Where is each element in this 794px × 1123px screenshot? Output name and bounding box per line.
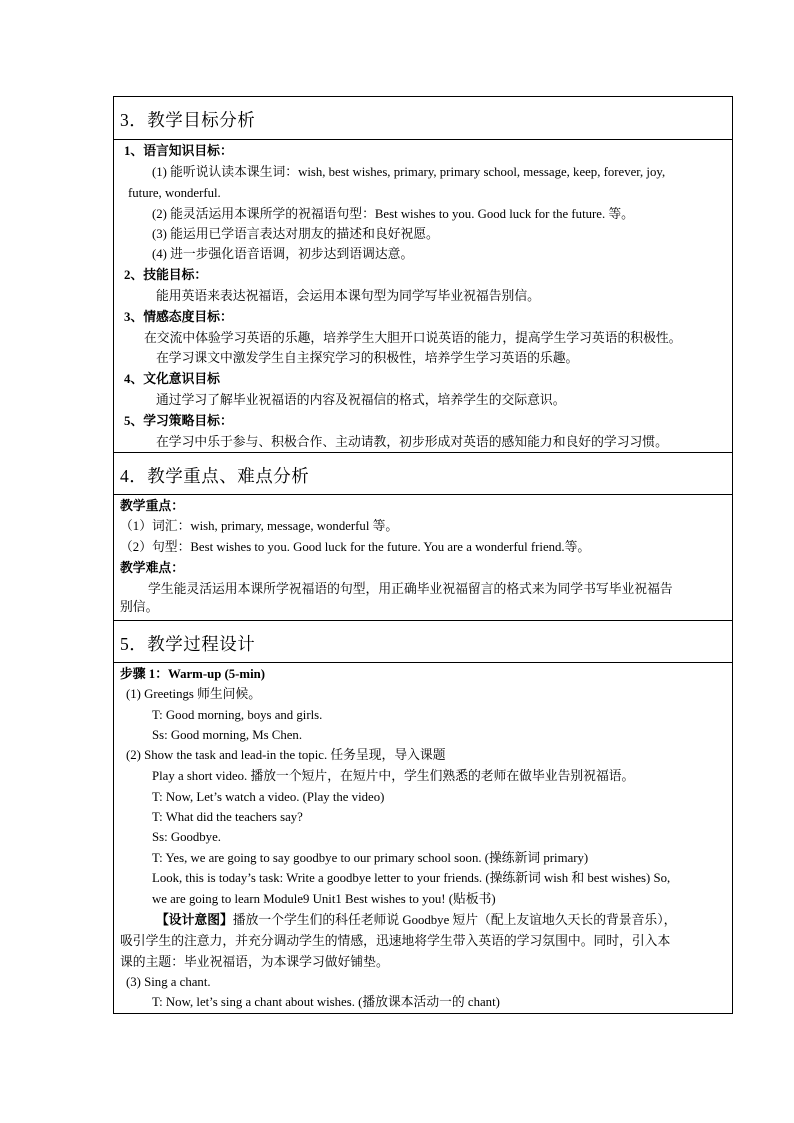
goal-heading-culture: 4、文化意识目标: [124, 372, 220, 386]
process-line: Play a short video. 播放一个短片，在短片中，学生们熟悉的老师在做毕业告别祝福语。: [152, 769, 635, 783]
goal-line: 在交流中体验学习英语的乐趣，培养学生大胆开口说英语的能力，提高学生学习英语的积极性。: [144, 331, 682, 345]
process-line: we are going to learn Module9 Unit1 Best wishes to you! (贴板书): [152, 892, 496, 906]
design-intent-text: 播放一个学生们的科任老师说 Goodbye 短片（配上友谊地久天长的背景音乐），: [232, 913, 677, 927]
section-3-title: 3．教学目标分析: [120, 110, 256, 130]
difficulty-line: 学生能灵活运用本课所学祝福语的句型，用正确毕业祝福留言的格式来为同学书写毕业祝福告: [148, 582, 673, 596]
key-point-line: （1）词汇：wish, primary, message, wonderful 等。: [120, 519, 399, 533]
process-line: 课的主题：毕业祝福语，为本课学习做好铺垫。: [120, 955, 389, 969]
goal-line: (3) 能运用已学语言表达对朋友的描述和良好祝愿。: [152, 227, 439, 241]
process-line: (1) Greetings 师生问候。: [126, 687, 262, 701]
process-line: T: Yes, we are going to say goodbye to our primary school soon. (操练新词 primary): [152, 851, 589, 865]
section-5-body: [114, 663, 732, 1013]
step-heading: 步骤 1：Warm-up (5-min): [120, 667, 266, 681]
key-points-heading: 教学重点：: [120, 499, 184, 513]
goal-line: 在学习课文中激发学生自主探究学习的积极性，培养学生学习英语的乐趣。: [156, 351, 579, 365]
process-line: T: What did the teachers say?: [152, 810, 303, 824]
lesson-plan-table: [113, 96, 733, 1014]
goal-line: 能用英语来表达祝福语，会运用本课句型为同学写毕业祝福告别信。: [156, 289, 540, 303]
process-line: T: Good morning, boys and girls.: [152, 708, 323, 722]
process-line: Ss: Goodbye.: [152, 830, 221, 844]
goal-line: (2) 能灵活运用本课所学的祝福语句型：Best wishes to you. Good luck for the future. 等。: [152, 207, 634, 221]
process-line: (3) Sing a chant.: [126, 975, 211, 989]
section-3-body: [114, 140, 732, 452]
difficulty-line: 别信。: [120, 600, 159, 614]
process-line: (2) Show the task and lead-in the topic. 任务呈现，导入课题: [126, 748, 446, 762]
goal-heading-language: 1、语言知识目标：: [124, 144, 233, 158]
key-point-line: （2）句型：Best wishes to you. Good luck for the future. You are a wonderful friend.等。: [120, 540, 591, 554]
goal-heading-skill: 2、技能目标：: [124, 268, 208, 282]
goal-line: future, wonderful.: [128, 186, 221, 200]
process-line: 吸引学生的注意力，并充分调动学生的情感，迅速地将学生带入英语的学习氛围中。同时，引入本: [120, 934, 671, 948]
section-4-header: [114, 453, 732, 495]
goal-heading-strategy: 5、学习策略目标：: [124, 414, 233, 428]
design-intent-line: [156, 912, 676, 928]
process-line: Look, this is today’s task: Write a goodbye letter to your friends. (操练新词 wish 和 best wishes) So,: [152, 871, 671, 885]
section-4-body: [114, 495, 732, 620]
section-3-header: [114, 97, 732, 140]
difficulty-heading: 教学难点：: [120, 561, 184, 575]
process-line: T: Now, Let’s watch a video. (Play the video): [152, 790, 385, 804]
section-5-title: 5．教学过程设计: [120, 634, 256, 654]
section-4-title: 4．教学重点、难点分析: [120, 466, 310, 486]
goal-line: 通过学习了解毕业祝福语的内容及祝福信的格式，培养学生的交际意识。: [156, 393, 566, 407]
goal-line: (1) 能听说认读本课生词：wish, best wishes, primary, primary school, message, keep, forever, joy,: [152, 165, 666, 179]
process-line: T: Now, let’s sing a chant about wishes. (播放课本活动一的 chant): [152, 995, 500, 1009]
goal-line: (4) 进一步强化语音语调，初步达到语调达意。: [152, 247, 414, 261]
process-line: Ss: Good morning, Ms Chen.: [152, 728, 303, 742]
goal-line: 在学习中乐于参与、积极合作、主动请教，初步形成对英语的感知能力和良好的学习习惯。: [156, 435, 668, 449]
design-intent-label: 【设计意图】: [156, 913, 233, 927]
section-5-header: [114, 621, 732, 663]
goal-heading-attitude: 3、情感态度目标：: [124, 310, 233, 324]
